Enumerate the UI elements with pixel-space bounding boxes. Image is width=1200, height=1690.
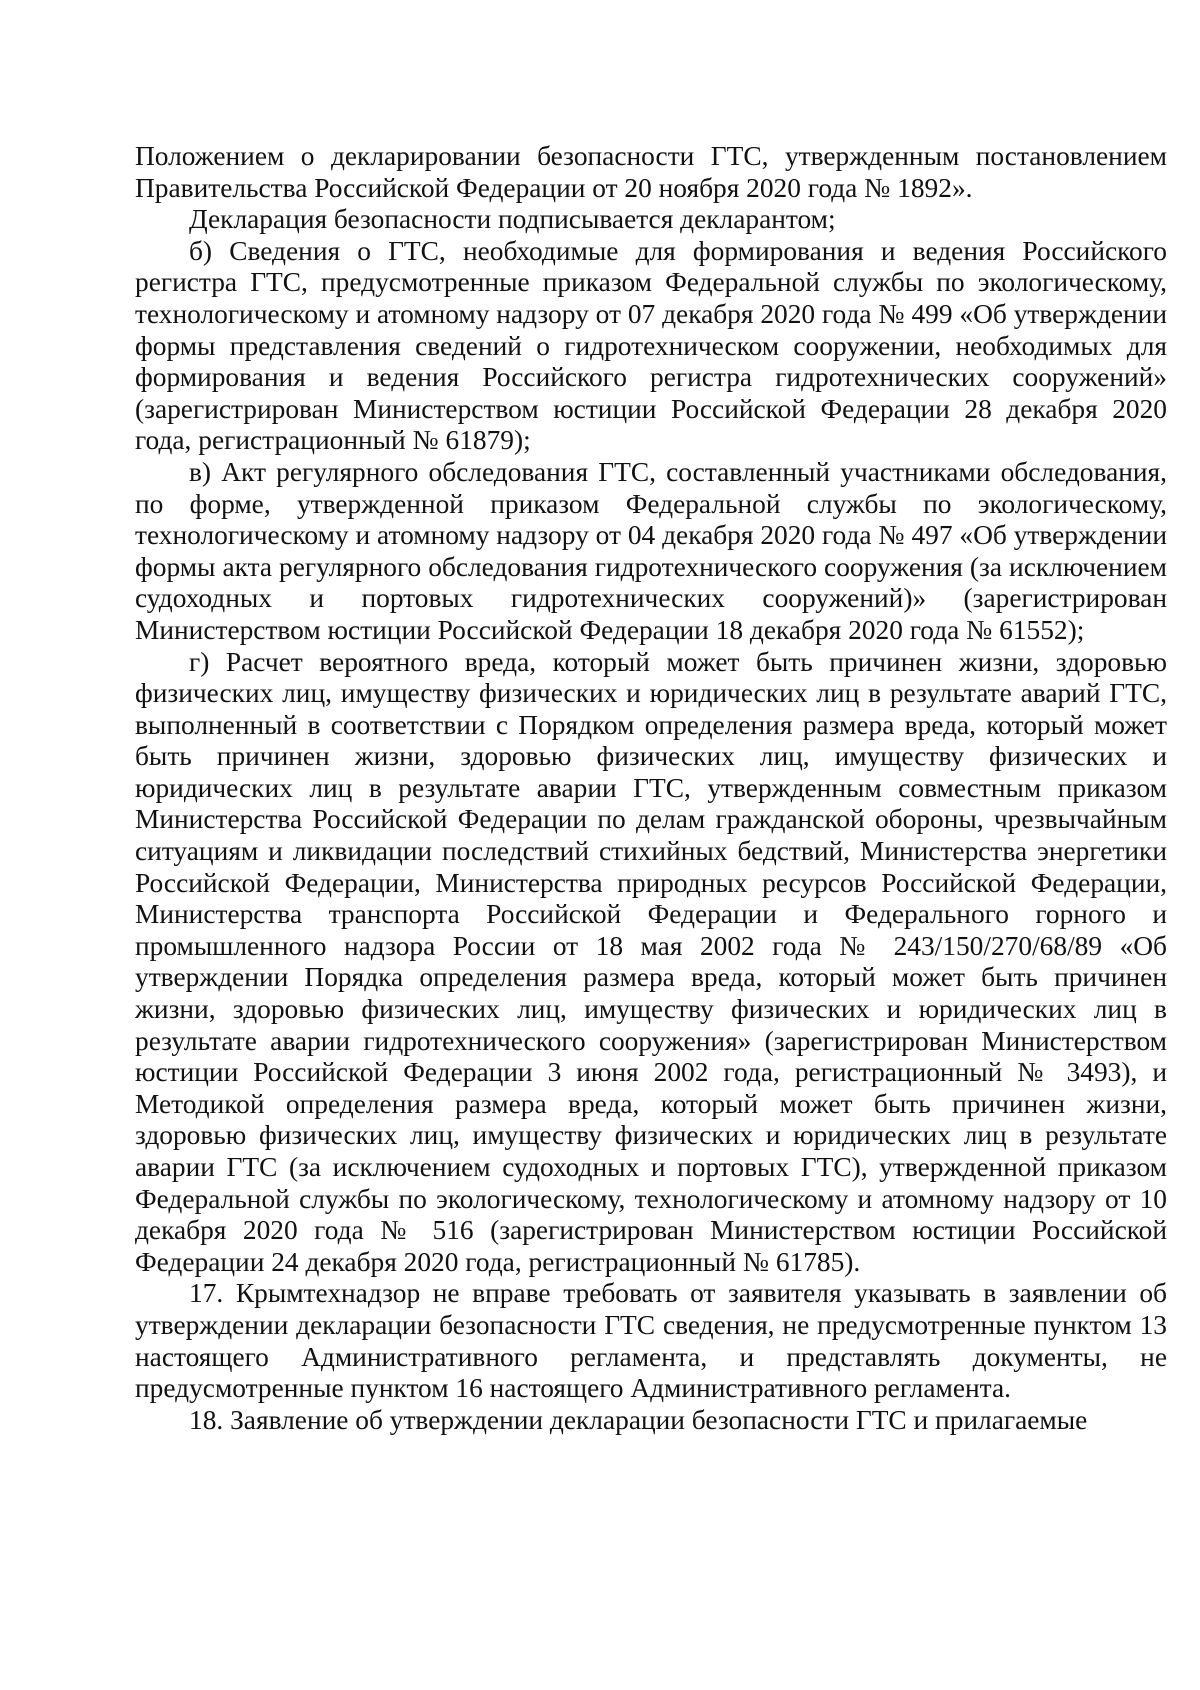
paragraph-item-v: в) Акт регулярного обследования ГТС, составленный участниками обследования, по форме, утвержденной приказом Федеральной службы по экологическому, технологическому и атомному надзору от 04 декабря 2020 года № 497 «Об утверждении формы акта регулярного обследования гидротехнического сооружения (за исключением судоходных и портовых гидротехнических сооружений)» (зарегистрирован Министерством юстиции Российской Федерации 18 декабря 2020 года № 61552); xyxy=(135,456,1167,645)
paragraph-clause-17: 17. Крымтехнадзор не вправе требовать от заявителя указывать в заявлении об утверждении декларации безопасности ГТС сведения, не предусмотренные пунктом 13 настоящего Административного регламента, и представлять документы, не предусмотренные пунктом 16 настоящего Административного регламента. xyxy=(135,1278,1167,1404)
paragraph-clause-18: 18. Заявление об утверждении декларации безопасности ГТС и прилагаемые xyxy=(189,1404,1088,1435)
paragraph-declaration-signed: Декларация безопасности подписывается декларантом; xyxy=(189,204,836,235)
document-page xyxy=(135,141,1167,1436)
paragraph-item-b: б) Сведения о ГТС, необходимые для формирования и ведения Российского регистра ГТС, предусмотренные приказом Федеральной службы по экологическому, технологическому и атомному надзору от 07 декабря 2020 года № 499 «Об утверждении формы представления сведений о гидротехническом сооружении, необходимых для формирования и ведения Российского регистра гидротехнических сооружений» (зарегистрирован Министерством юстиции Российской Федерации 28 декабря 2020 года, регистрационный № 61879); xyxy=(135,235,1167,456)
paragraph-continuation: Положением о декларировании безопасности ГТС, утвержденным постановлением Правительства Российской Федерации от 20 ноября 2020 года № 1892». xyxy=(135,141,1167,203)
paragraph-item-g: г) Расчет вероятного вреда, который может быть причинен жизни, здоровью физических лиц, имуществу физических и юридических лиц в результате аварий ГТС, выполненный в соответствии с Порядком определения размера вреда, который может быть причинен жизни, здоровью физических лиц, имуществу физических и юридических лиц в результате аварии ГТС, утвержденным совместным приказом Министерства Российской Федерации по делам гражданской обороны, чрезвычайным ситуациям и ликвидации последствий стихийных бедствий, Министерства энергетики Российской Федерации, Министерства природных ресурсов Российской Федерации, Министерства транспорта Российской Федерации и Федерального горного и промышленного надзора России от 18 мая 2002 года № 243/150/270/68/89 «Об утверждении Порядка определения размера вреда, который может быть причинен жизни, здоровью физических лиц, имуществу физических и юридических лиц в результате аварии гидротехнического сооружения» (зарегистрирован Министерством юстиции Российской Федерации 3 июня 2002 года, регистрационный № 3493), и Методикой определения размера вреда, который может быть причинен жизни, здоровью физических лиц, имуществу физических и юридических лиц в результате аварии ГТС (за исключением судоходных и портовых ГТС), утвержденной приказом Федеральной службы по экологическому, технологическому и атомному надзору от 10 декабря 2020 года № 516 (зарегистрирован Министерством юстиции Российской Федерации 24 декабря 2020 года, регистрационный № 61785). xyxy=(135,646,1167,1277)
